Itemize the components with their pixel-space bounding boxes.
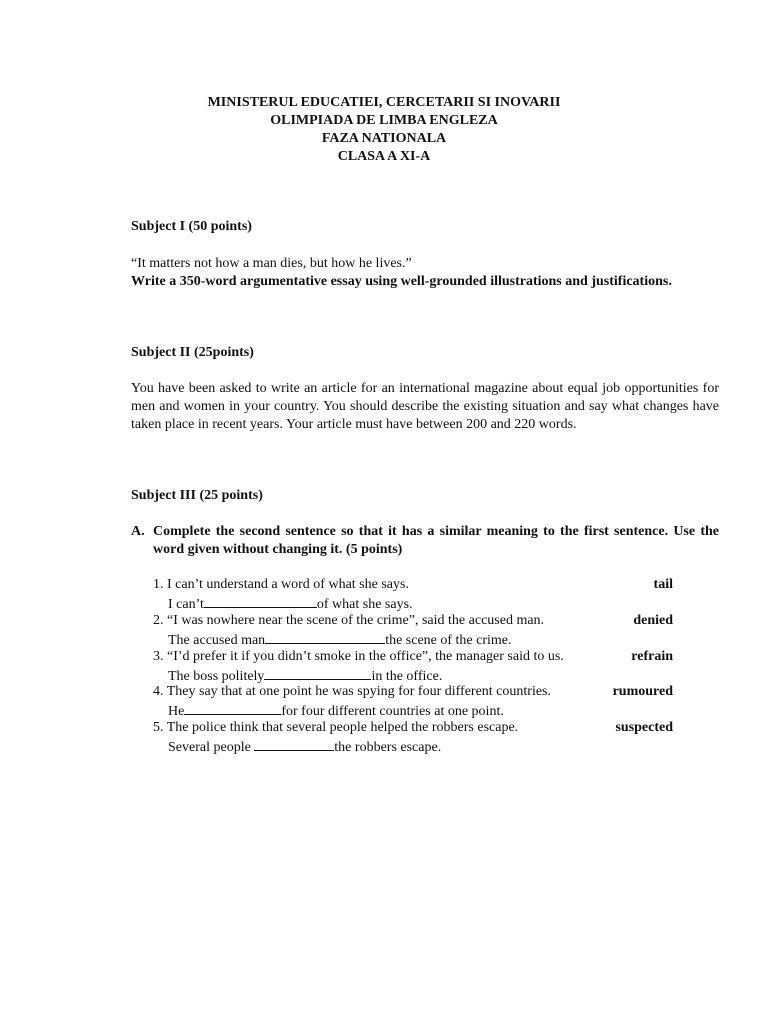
answer-blank[interactable] (204, 594, 317, 608)
subject1-heading: Subject I (50 points) (131, 219, 252, 234)
item-after-text: of what she says. (316, 597, 413, 612)
header-ministry: MINISTERUL EDUCATIEI, CERCETARII SI INOVARII (207, 95, 561, 110)
item-keyword: tail (653, 577, 673, 592)
header-olympiad: OLIMPIADA DE LIMBA ENGLEZA (270, 113, 498, 128)
item-after-text: the scene of the crime. (385, 633, 512, 648)
item-keyword: refrain (631, 649, 673, 664)
document-header (0, 94, 768, 166)
subject2-paragraph: You have been asked to write an article for an international magazine about equal job opportunities for men and women in your country. You should describe the existing situation and say what changes have taken place in recent years. Your article must have between 200 and 220 words. (131, 381, 719, 432)
exercise-line-transform (153, 701, 673, 719)
item-number: 3. (153, 649, 164, 664)
item-keyword: denied (633, 613, 673, 628)
item-number: 4. (153, 684, 164, 699)
answer-blank[interactable] (265, 630, 385, 644)
exercise-item-1 (153, 576, 673, 612)
item-before-text: He (168, 704, 185, 719)
exercise-item-5 (153, 719, 673, 755)
part-a-instruction: Complete the second sentence so that it has a similar meaning to the first sentence. Use the word given without changing it. (5 points) (153, 524, 719, 557)
exercise-item-4 (153, 683, 673, 719)
header-class: CLASA A XI-A (337, 149, 431, 164)
exercise-line-transform (153, 737, 673, 755)
item-number: 2. (153, 613, 164, 628)
item-after-text: in the office. (371, 669, 443, 684)
item-sentence: I can’t understand a word of what she says. (167, 577, 409, 592)
item-before-text: I can’t (168, 597, 204, 612)
exercise-line-original (153, 683, 673, 701)
subject1-quote: “It matters not how a man dies, but how he lives.” (131, 256, 412, 271)
exercise-line-original (153, 648, 673, 666)
item-sentence: “I was nowhere near the scene of the crime”, said the accused man. (167, 613, 545, 628)
item-after-text: the robbers escape. (334, 740, 442, 755)
subject1-task: Write a 350-word argumentative essay using well-grounded illustrations and justifications. (131, 274, 672, 289)
answer-blank[interactable] (184, 701, 281, 715)
subject3-part-a (131, 523, 719, 559)
subject3-heading: Subject III (25 points) (131, 488, 263, 503)
item-before-text: Several people (168, 740, 255, 755)
exercise-line-transform (153, 666, 673, 684)
item-keyword: rumoured (612, 684, 673, 699)
header-phase: FAZA NATIONALA (321, 131, 447, 146)
exercise-line-transform (153, 630, 673, 648)
exercise-item-2 (153, 612, 673, 648)
item-after-text: for four different countries at one point. (281, 704, 504, 719)
item-before-text: The boss politely (168, 669, 265, 684)
item-before-text: The accused man (168, 633, 266, 648)
exercise-line-original (153, 719, 673, 737)
item-sentence: They say that at one point he was spying for four different countries. (166, 684, 551, 699)
exercise-item-3 (153, 648, 673, 684)
item-sentence: The police think that several people helped the robbers escape. (166, 720, 519, 735)
subject2-heading: Subject II (25points) (131, 345, 254, 360)
exercise-line-original (153, 576, 673, 594)
item-number: 5. (153, 720, 164, 735)
exercise-line-transform (153, 594, 673, 612)
item-number: 1. (153, 577, 164, 592)
exercise-line-original (153, 612, 673, 630)
answer-blank[interactable] (254, 737, 334, 751)
answer-blank[interactable] (264, 666, 371, 680)
item-keyword: suspected (615, 720, 673, 735)
item-sentence: “I’d prefer it if you didn’t smoke in the office”, the manager said to us. (167, 649, 564, 664)
part-a-marker: A. (131, 524, 145, 539)
